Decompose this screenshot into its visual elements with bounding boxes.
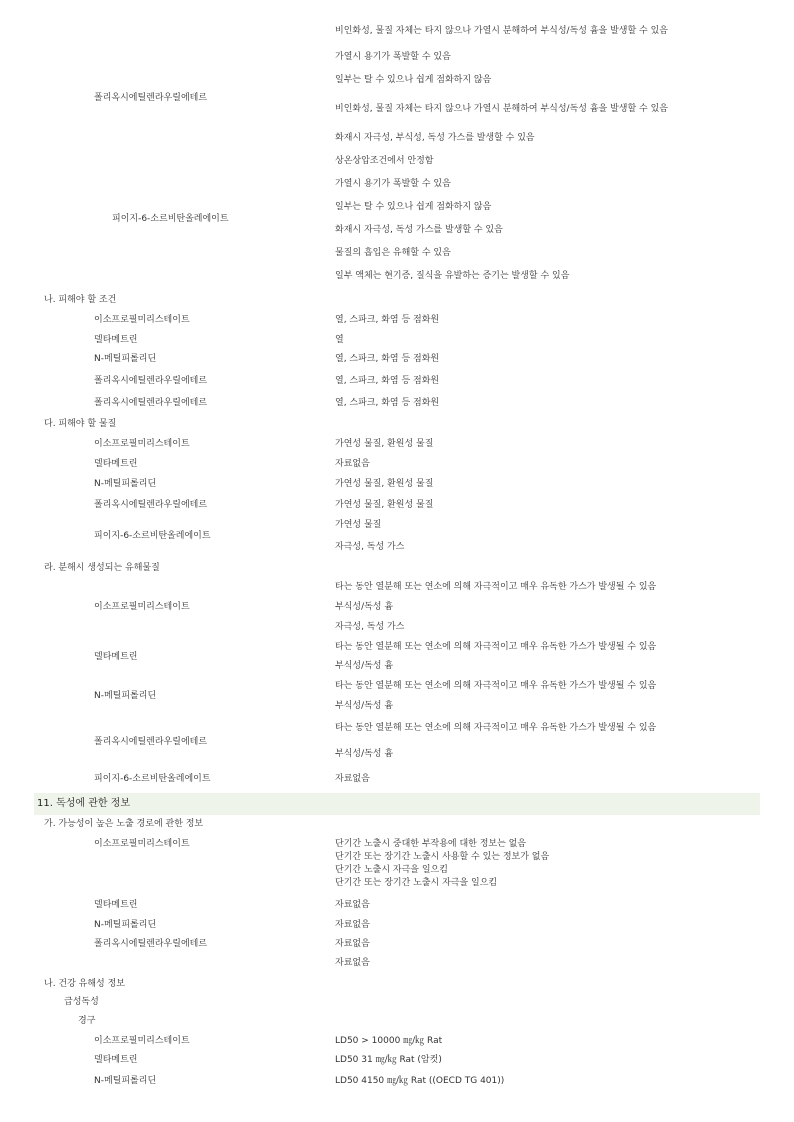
peg-line-4: 화재시 자극성, 독성 가스를 발생할 수 있음 <box>335 225 503 235</box>
exposure-iso-line-2: 단기간 또는 장기간 노출시 사용할 수 있는 정보가 없음 <box>335 852 550 862</box>
avoid-mat-name-1: 이소프로필미리스테이트 <box>94 439 190 449</box>
decomp-poly-line-2: 부식성/독성 흄 <box>335 749 394 759</box>
poly1-line-1: 비인화성, 물질 자체는 타지 않으나 가열시 분해하여 부식성/독성 흄을 발생할 수 있음 <box>335 26 668 36</box>
oral-value-iso: LD50 > 10000 ㎎/㎏ Rat <box>335 1036 443 1046</box>
poly1-line-2: 가열시 용기가 폭발할 수 있음 <box>335 52 451 62</box>
avoid-mat-peg-name: 피이지-6-소르비탄올레에이트 <box>94 531 211 541</box>
avoid-cond-value-2: 열 <box>335 335 344 345</box>
exposure-name-delta: 델타메트린 <box>94 900 138 910</box>
decomp-poly-line-1: 타는 동안 열분해 또는 연소에 의해 자극적이고 매우 유독한 가스가 발생될 수 있음 <box>335 723 657 733</box>
avoid-mat-value-2: 자료없음 <box>335 459 370 469</box>
decomp-iso-line-1: 타는 동안 열분해 또는 연소에 의해 자극적이고 매우 유독한 가스가 발생될 수 있음 <box>335 582 657 592</box>
peg-line-1: 상온상압조건에서 안정함 <box>335 156 434 166</box>
avoid-cond-value-4: 열, 스파크, 화염 등 점화원 <box>335 376 440 386</box>
exposure-iso-name: 이소프로필미리스테이트 <box>94 839 190 849</box>
exposure-name-nmp: N-메틸피롤리딘 <box>94 920 157 930</box>
avoid-cond-value-3: 열, 스파크, 화염 등 점화원 <box>335 354 440 364</box>
exposure-name-poly: 폴리옥시에틸렌라우릴에테르 <box>94 939 208 949</box>
decomp-nmp-line-1: 타는 동안 열분해 또는 연소에 의해 자극적이고 매우 유독한 가스가 발생될 수 있음 <box>335 681 657 691</box>
avoid-mat-name-3: N-메틸피롤리딘 <box>94 479 157 489</box>
exposure-extra-value: 자료없음 <box>335 958 370 968</box>
avoid-cond-name-1: 이소프로필미리스테이트 <box>94 315 190 325</box>
decomp-delta-line-2: 부식성/독성 흄 <box>335 661 394 671</box>
decomp-peg-name: 피이지-6-소르비탄올레에이트 <box>94 774 211 784</box>
decomp-poly-name: 폴리옥시에틸렌라우릴에테르 <box>94 737 208 747</box>
decomp-peg-value: 자료없음 <box>335 774 370 784</box>
decomp-iso-line-3: 자극성, 독성 가스 <box>335 622 405 632</box>
avoid-mat-peg-line-2: 자극성, 독성 가스 <box>335 542 405 552</box>
decomp-delta-line-1: 타는 동안 열분해 또는 연소에 의해 자극적이고 매우 유독한 가스가 발생될 수 있음 <box>335 642 657 652</box>
exposure-heading: 가. 가능성이 높은 노출 경로에 관한 정보 <box>44 819 204 829</box>
exposure-value-nmp: 자료없음 <box>335 920 370 930</box>
oral-name-iso: 이소프로필미리스테이트 <box>94 1036 190 1046</box>
avoid-mat-value-4: 가연성 물질, 환원성 물질 <box>335 500 434 510</box>
section-11-title: 11. 독성에 관한 정보 <box>37 798 131 809</box>
peg-line-2: 가열시 용기가 폭발할 수 있음 <box>335 179 451 189</box>
avoid-conditions-heading: 나. 피해야 할 조건 <box>44 295 117 305</box>
decomp-iso-name: 이소프로필미리스테이트 <box>94 602 190 612</box>
avoid-mat-peg-line-1: 가연성 물질 <box>335 520 382 530</box>
peg-line-6: 일부 액체는 현기증, 질식을 유발하는 증기는 발생할 수 있음 <box>335 271 570 281</box>
decomp-delta-name: 델타메트린 <box>94 652 138 662</box>
peg-line-5: 물질의 흡입은 유해할 수 있음 <box>335 248 451 258</box>
oral-value-delta: LD50 31 ㎎/㎏ Rat (암컷) <box>335 1055 442 1065</box>
poly1-line-5: 화재시 자극성, 부식성, 독성 가스를 발생할 수 있음 <box>335 133 535 143</box>
decomp-nmp-line-2: 부식성/독성 흄 <box>335 701 394 711</box>
avoid-materials-heading: 다. 피해야 할 물질 <box>44 419 117 429</box>
avoid-mat-name-2: 델타메트린 <box>94 459 138 469</box>
poly1-line-3: 일부는 탈 수 있으나 쉽게 점화하지 않음 <box>335 75 492 85</box>
avoid-cond-value-5: 열, 스파크, 화염 등 점화원 <box>335 398 440 408</box>
avoid-mat-value-1: 가연성 물질, 환원성 물질 <box>335 439 434 449</box>
peg-line-3: 일부는 탈 수 있으나 쉽게 점화하지 않음 <box>335 202 492 212</box>
peg-name: 피이지-6-소르비탄올레에이트 <box>112 214 229 224</box>
poly1-name: 폴리옥시에틸렌라우릴에테르 <box>94 93 208 103</box>
oral-label: 경구 <box>78 1016 96 1026</box>
exposure-iso-line-1: 단기간 노출시 중대한 부작용에 대한 정보는 없음 <box>335 839 527 849</box>
avoid-cond-name-5: 폴리옥시에틸렌라우릴에테르 <box>94 398 208 408</box>
oral-name-delta: 델타메트린 <box>94 1055 138 1065</box>
avoid-cond-name-3: N-메틸피롤리딘 <box>94 354 157 364</box>
avoid-cond-value-1: 열, 스파크, 화염 등 점화원 <box>335 315 440 325</box>
exposure-iso-line-4: 단기간 또는 장기간 노출시 자극을 일으킴 <box>335 878 498 888</box>
oral-name-nmp: N-메틸피롤리딘 <box>94 1076 157 1086</box>
exposure-iso-line-3: 단기간 노출시 자극을 일으킴 <box>335 865 448 875</box>
avoid-cond-name-2: 델타메트린 <box>94 335 138 345</box>
avoid-mat-value-3: 가연성 물질, 환원성 물질 <box>335 479 434 489</box>
poly1-line-4: 비인화성, 물질 자체는 타지 않으나 가열시 분해하여 부식성/독성 흄을 발생할 수 있음 <box>335 104 668 114</box>
exposure-value-delta: 자료없음 <box>335 900 370 910</box>
avoid-cond-name-4: 폴리옥시에틸렌라우릴에테르 <box>94 376 208 386</box>
decomp-iso-line-2: 부식성/독성 흄 <box>335 602 394 612</box>
oral-value-nmp: LD50 4150 ㎎/㎏ Rat ((OECD TG 401)) <box>335 1076 505 1086</box>
exposure-value-poly: 자료없음 <box>335 939 370 949</box>
section-11-banner <box>34 793 760 815</box>
health-heading: 나. 건강 유해성 정보 <box>44 979 125 989</box>
acute-toxicity-label: 급성독성 <box>64 997 99 1007</box>
avoid-mat-name-4: 폴리옥시에틸렌라우릴에테르 <box>94 500 208 510</box>
decomp-nmp-name: N-메틸피롤리딘 <box>94 691 157 701</box>
decomposition-heading: 라. 분해시 생성되는 유해물질 <box>44 563 160 573</box>
